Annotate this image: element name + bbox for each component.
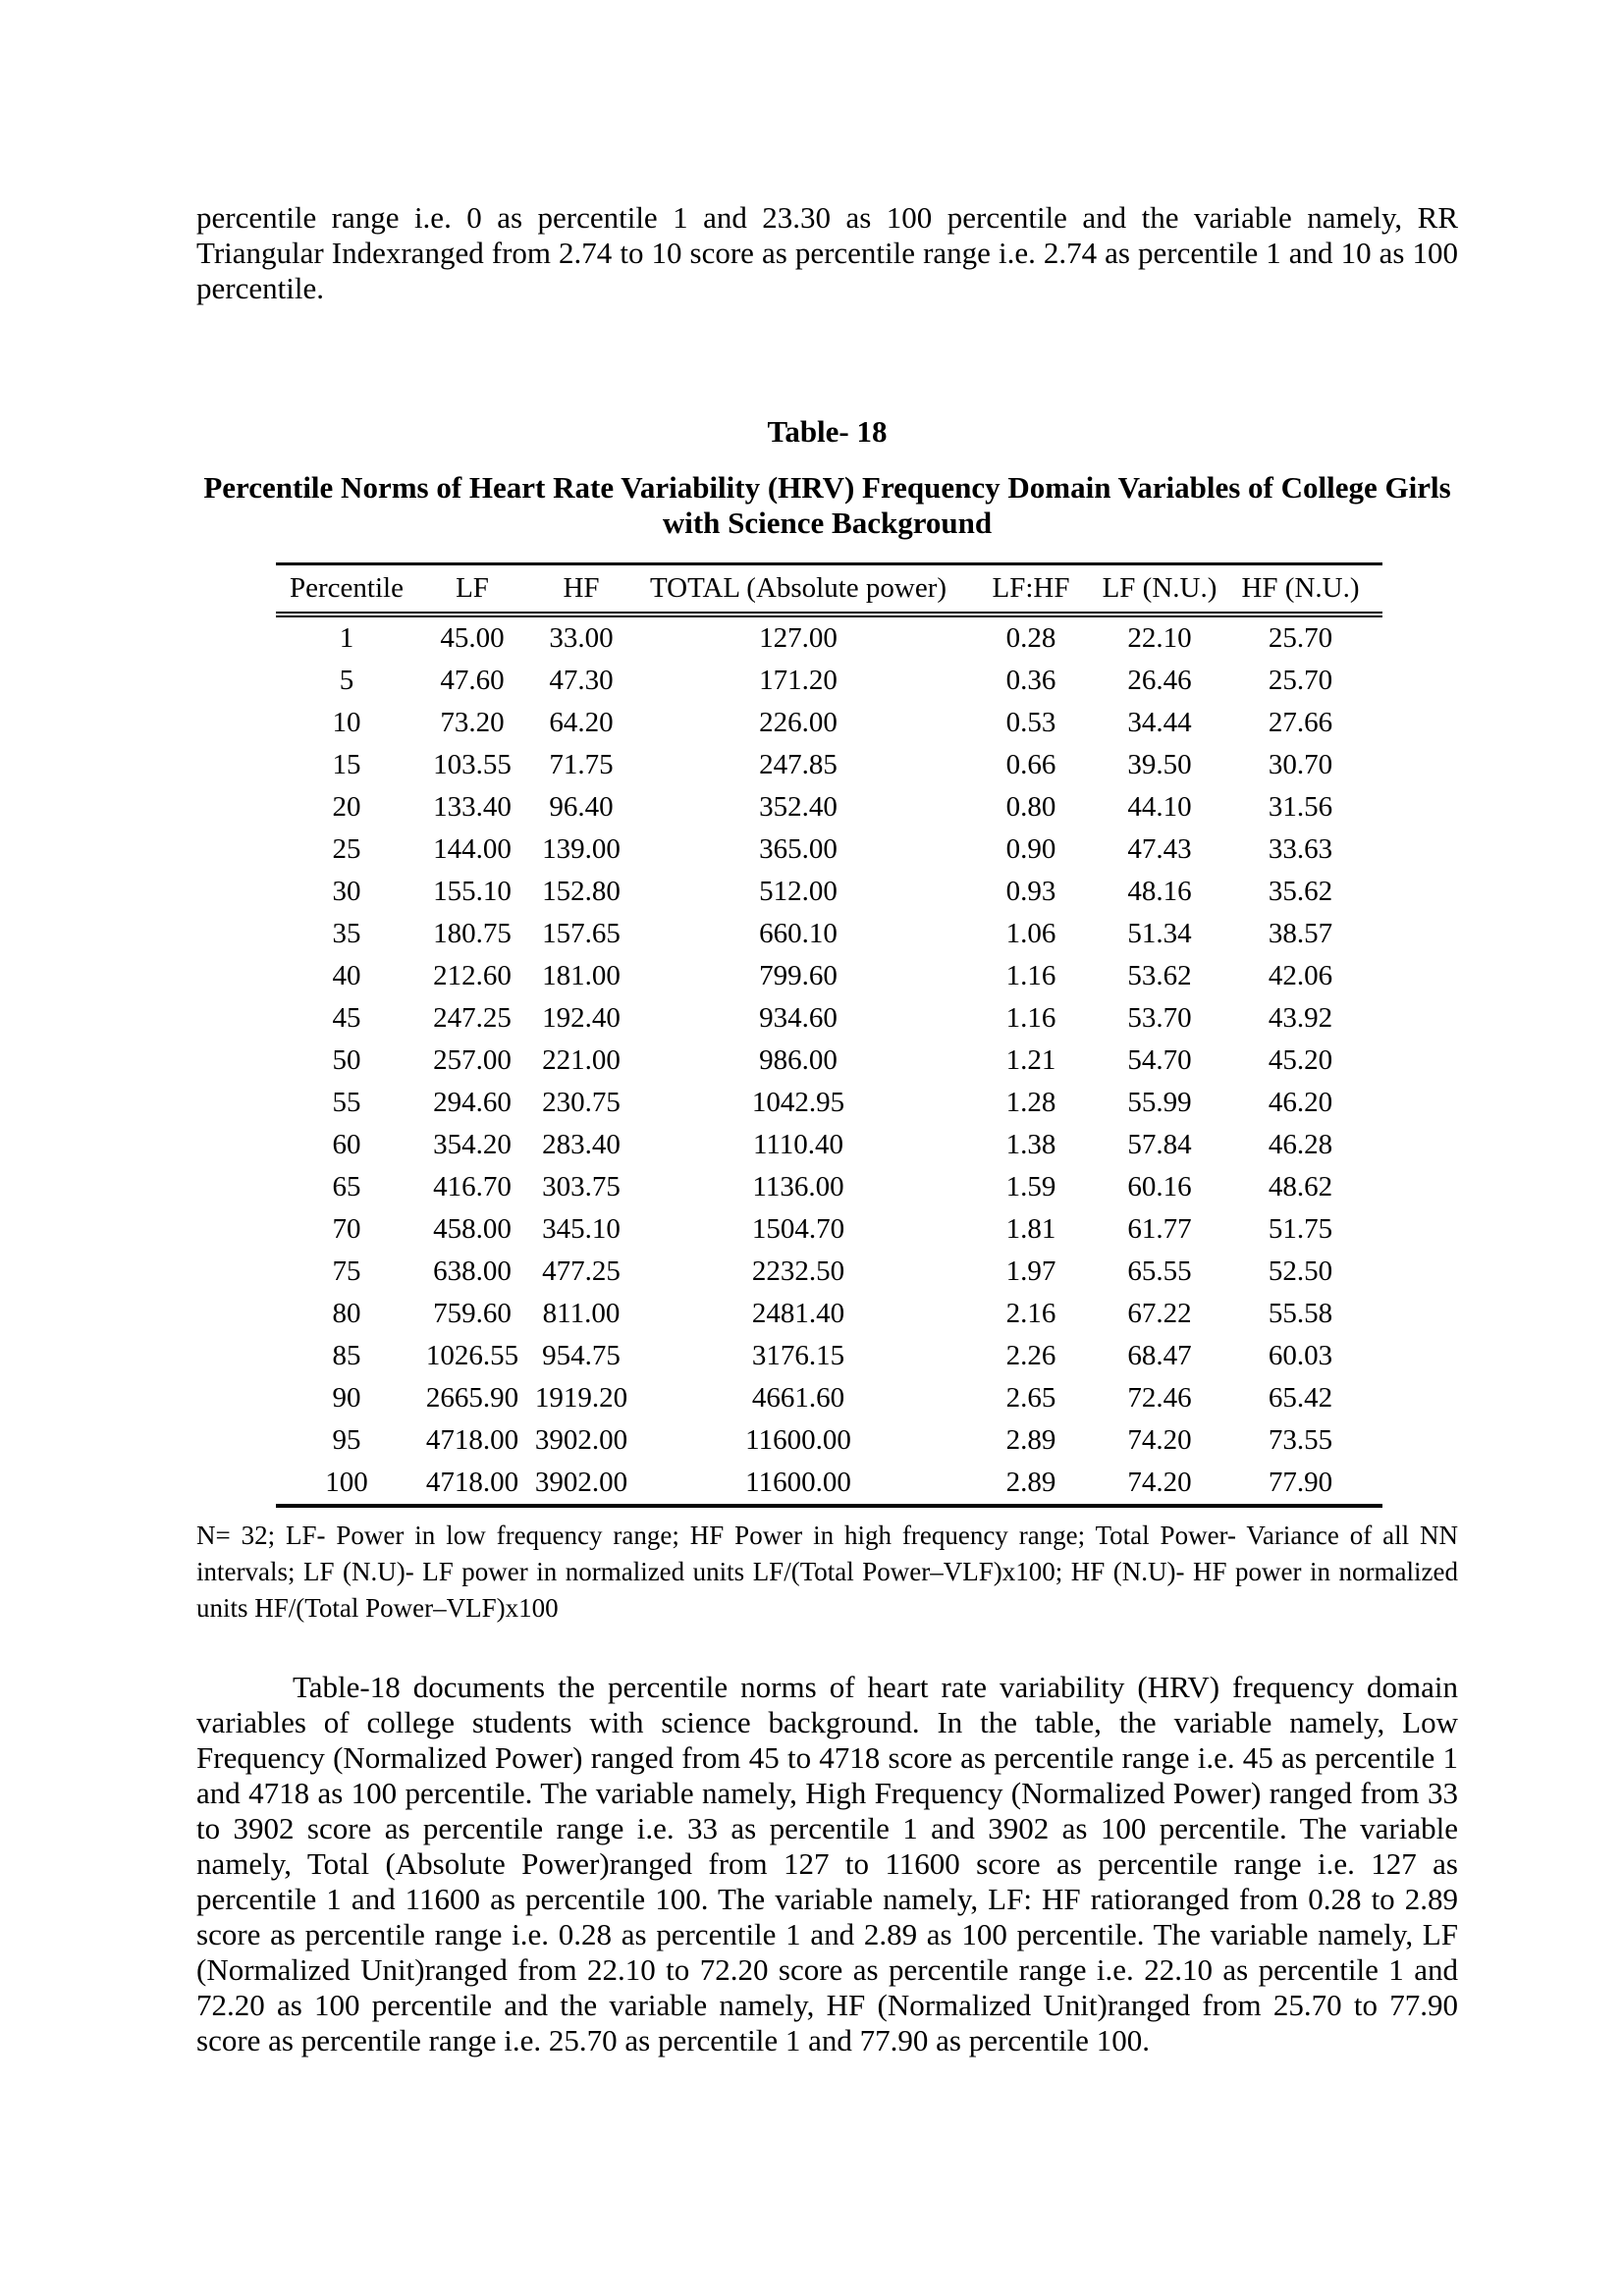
table-cell: 477.25	[542, 1255, 621, 1287]
table-cell: 72.46	[1127, 1382, 1192, 1414]
table-cell: 352.40	[759, 791, 838, 823]
table-cell: 934.60	[759, 1002, 838, 1034]
table-cell: 55.99	[1127, 1087, 1192, 1118]
table-cell: 0.36	[1005, 665, 1056, 696]
column-header: TOTAL (Absolute power)	[635, 564, 961, 615]
table-cell: 155.10	[433, 876, 512, 907]
table-cell: 48.62	[1268, 1171, 1333, 1202]
table-cell: 247.25	[433, 1002, 512, 1034]
table-cell: 2.89	[1005, 1467, 1056, 1498]
table-cell: 3902.00	[534, 1424, 628, 1456]
table-head	[276, 564, 1382, 615]
table-cell: 226.00	[759, 707, 838, 738]
table-cell: 157.65	[542, 918, 621, 949]
table-cell: 51.34	[1127, 918, 1192, 949]
table-title: Percentile Norms of Heart Rate Variability (HRV) Frequency Domain Variables of College Girls with Science Background	[203, 470, 1451, 540]
table-cell: 45	[332, 1002, 361, 1034]
table-cell: 53.62	[1127, 960, 1192, 991]
table-cell: 73.55	[1268, 1424, 1333, 1456]
table-cell: 180.75	[433, 918, 512, 949]
table-cell: 65.55	[1127, 1255, 1192, 1287]
table-cell: 73.20	[440, 707, 505, 738]
table-cell: 1.97	[1005, 1255, 1056, 1287]
table-cell: 25.70	[1268, 622, 1333, 654]
table-cell: 22.10	[1127, 622, 1192, 654]
table-cell: 75	[332, 1255, 361, 1287]
table-row	[276, 786, 1382, 828]
percentile-table	[276, 562, 1382, 1508]
table-cell: 1110.40	[752, 1129, 844, 1160]
table-row	[276, 1124, 1382, 1166]
table-cell: 152.80	[542, 876, 621, 907]
table-cell: 1	[339, 622, 354, 654]
table-cell: 100	[325, 1467, 368, 1498]
table-cell: 55	[332, 1087, 361, 1118]
table-cell: 354.20	[433, 1129, 512, 1160]
table-cell: 171.20	[759, 665, 838, 696]
table-cell: 247.85	[759, 749, 838, 780]
table-cell: 61.77	[1127, 1213, 1192, 1245]
table-cell: 67.22	[1127, 1298, 1192, 1329]
table-cell: 3902.00	[534, 1467, 628, 1498]
table-cell: 35	[332, 918, 361, 949]
table-cell: 811.00	[542, 1298, 621, 1329]
intro-paragraph: percentile range i.e. 0 as percentile 1 and 23.30 as 100 percentile and the variable namely, RR Triangular Indexranged from 2.74 to 10 score as percentile range i.e. 2.74 as percentile 1 and 10 as 100 percentile.	[196, 200, 1458, 305]
table-cell: 30	[332, 876, 361, 907]
table-cell: 95	[332, 1424, 361, 1456]
table-label: Table- 18	[767, 414, 888, 449]
table-cell: 46.20	[1268, 1087, 1333, 1118]
table-cell: 2232.50	[751, 1255, 845, 1287]
table-cell: 57.84	[1127, 1129, 1192, 1160]
table-cell: 365.00	[759, 833, 838, 865]
table-row	[276, 828, 1382, 871]
table-cell: 416.70	[433, 1171, 512, 1202]
table-cell: 15	[332, 749, 361, 780]
column-header: HF	[527, 564, 635, 615]
table-cell: 230.75	[542, 1087, 621, 1118]
table-cell: 4661.60	[751, 1382, 845, 1414]
table-cell: 660.10	[759, 918, 838, 949]
table-cell: 0.80	[1005, 791, 1056, 823]
table-row	[276, 614, 1382, 660]
table-cell: 60	[332, 1129, 361, 1160]
table-cell: 2.26	[1005, 1340, 1056, 1371]
table-cell: 46.28	[1268, 1129, 1333, 1160]
table-row	[276, 913, 1382, 955]
table-cell: 74.20	[1127, 1424, 1192, 1456]
table-cell: 30.70	[1268, 749, 1333, 780]
column-header: Percentile	[276, 564, 417, 615]
table-cell: 1919.20	[534, 1382, 628, 1414]
column-header: LF (N.U.)	[1101, 564, 1218, 615]
table-cell: 1.06	[1005, 918, 1056, 949]
table-cell: 221.00	[542, 1044, 621, 1076]
table-cell: 44.10	[1127, 791, 1192, 823]
table-cell: 60.03	[1268, 1340, 1333, 1371]
table-cell: 65	[332, 1171, 361, 1202]
table-cell: 1.16	[1005, 960, 1056, 991]
column-header: LF	[417, 564, 527, 615]
table-cell: 47.60	[440, 665, 505, 696]
table-cell: 54.70	[1127, 1044, 1192, 1076]
table-cell: 90	[332, 1382, 361, 1414]
table-cell: 1504.70	[751, 1213, 845, 1245]
column-header: LF:HF	[961, 564, 1101, 615]
table-cell: 458.00	[433, 1213, 512, 1245]
table-cell: 103.55	[433, 749, 512, 780]
table-cell: 60.16	[1127, 1171, 1192, 1202]
table-cell: 139.00	[542, 833, 621, 865]
table-cell: 127.00	[759, 622, 838, 654]
table-cell: 4718.00	[425, 1424, 519, 1456]
table-row	[276, 1462, 1382, 1506]
table-cell: 96.40	[549, 791, 614, 823]
table-cell: 52.50	[1268, 1255, 1333, 1287]
table-cell: 3176.15	[751, 1340, 845, 1371]
table-cell: 10	[332, 707, 361, 738]
table-cell: 5	[339, 665, 354, 696]
table-cell: 294.60	[433, 1087, 512, 1118]
table-row	[276, 1208, 1382, 1251]
table-cell: 303.75	[542, 1171, 621, 1202]
table-cell: 212.60	[433, 960, 512, 991]
table-row	[276, 1040, 1382, 1082]
table-cell: 1136.00	[752, 1171, 844, 1202]
table-cell: 27.66	[1268, 707, 1333, 738]
table-cell: 40	[332, 960, 361, 991]
table-cell: 68.47	[1127, 1340, 1192, 1371]
table-cell: 64.20	[549, 707, 614, 738]
table-cell: 11600.00	[745, 1424, 851, 1456]
table-cell: 638.00	[433, 1255, 512, 1287]
table-cell: 25	[332, 833, 361, 865]
table-cell: 1.38	[1005, 1129, 1056, 1160]
table-row	[276, 702, 1382, 744]
table-cell: 50	[332, 1044, 361, 1076]
table-cell: 0.93	[1005, 876, 1056, 907]
table-cell: 1042.95	[751, 1087, 845, 1118]
table-cell: 77.90	[1268, 1467, 1333, 1498]
table-cell: 0.28	[1005, 622, 1056, 654]
table-row	[276, 660, 1382, 702]
table-cell: 0.90	[1005, 833, 1056, 865]
table-cell: 4718.00	[425, 1467, 519, 1498]
table-cell: 45.20	[1268, 1044, 1333, 1076]
column-header: HF (N.U.)	[1218, 564, 1382, 615]
table-cell: 257.00	[433, 1044, 512, 1076]
table-cell: 2.65	[1005, 1382, 1056, 1414]
table-row	[276, 955, 1382, 997]
table-cell: 47.43	[1127, 833, 1192, 865]
table-cell: 759.60	[433, 1298, 512, 1329]
table-row	[276, 1335, 1382, 1377]
table-cell: 39.50	[1127, 749, 1192, 780]
table-cell: 144.00	[433, 833, 512, 865]
table-cell: 33.63	[1268, 833, 1333, 865]
table-cell: 1.28	[1005, 1087, 1056, 1118]
table-cell: 43.92	[1268, 1002, 1333, 1034]
table-cell: 2.16	[1005, 1298, 1056, 1329]
table-cell: 799.60	[759, 960, 838, 991]
table-cell: 33.00	[549, 622, 614, 654]
table-cell: 181.00	[542, 960, 621, 991]
table-cell: 51.75	[1268, 1213, 1333, 1245]
table-cell: 65.42	[1268, 1382, 1333, 1414]
table-row	[276, 1082, 1382, 1124]
table-row	[276, 871, 1382, 913]
table-cell: 35.62	[1268, 876, 1333, 907]
table-cell: 53.70	[1127, 1002, 1192, 1034]
table-cell: 2.89	[1005, 1424, 1056, 1456]
table-row	[276, 997, 1382, 1040]
table-cell: 31.56	[1268, 791, 1333, 823]
table-cell: 74.20	[1127, 1467, 1192, 1498]
table-cell: 25.70	[1268, 665, 1333, 696]
table-cell: 192.40	[542, 1002, 621, 1034]
table-cell: 345.10	[542, 1213, 621, 1245]
table-row	[276, 744, 1382, 786]
table-cell: 2665.90	[425, 1382, 519, 1414]
table-header-row	[276, 564, 1382, 615]
table-cell: 2481.40	[751, 1298, 845, 1329]
table-cell: 283.40	[542, 1129, 621, 1160]
table-cell: 45.00	[440, 622, 505, 654]
table-cell: 0.53	[1005, 707, 1056, 738]
table-row	[276, 1251, 1382, 1293]
table-cell: 71.75	[549, 749, 614, 780]
table-row	[276, 1166, 1382, 1208]
table-cell: 55.58	[1268, 1298, 1333, 1329]
table-cell: 512.00	[759, 876, 838, 907]
table-cell: 80	[332, 1298, 361, 1329]
table-cell: 1.81	[1005, 1213, 1056, 1245]
table-cell: 1.21	[1005, 1044, 1056, 1076]
table-cell: 26.46	[1127, 665, 1192, 696]
table-cell: 48.16	[1127, 876, 1192, 907]
table-cell: 38.57	[1268, 918, 1333, 949]
table-footnote: N= 32; LF- Power in low frequency range; HF Power in high frequency range; Total Power- Variance of all NN intervals; LF (N.U)- LF power in normalized units LF/(Total Power–VLF)x100; HF (N.U)- HF power in normalized units HF/(Total Power–VLF)x100	[196, 1521, 1458, 1623]
table-cell: 34.44	[1127, 707, 1192, 738]
table-row	[276, 1419, 1382, 1462]
table-cell: 954.75	[542, 1340, 621, 1371]
table-cell: 1026.55	[425, 1340, 519, 1371]
table-row	[276, 1293, 1382, 1335]
table-cell: 133.40	[433, 791, 512, 823]
table-cell: 0.66	[1005, 749, 1056, 780]
table-cell: 1.16	[1005, 1002, 1056, 1034]
body-paragraph: Table-18 documents the percentile norms of heart rate variability (HRV) frequency domain variables of college students with science background. In the table, the variable namely, Low Frequency (Normalized Power) ranged from 45 to 4718 score as percentile range i.e. 45 as percentile 1 and 4718 as 100 percentile. The variable namely, High Frequency (Normalized Power) ranged from 33 to 3902 score as percentile range i.e. 33 as percentile 1 and 3902 as 100 percentile. The variable namely, Total (Absolute Power)ranged from 127 to 11600 score as percentile range i.e. 127 as percentile 1 and 11600 as percentile 100. The variable namely, LF: HF ratioranged from 0.28 to 2.89 score as percentile range i.e. 0.28 as percentile 1 and 2.89 as 100 percentile. The variable namely, LF (Normalized Unit)ranged from 22.10 to 72.20 score as percentile range i.e. 22.10 as percentile 1 and 72.20 as 100 percentile and the variable namely, HF (Normalized Unit)ranged from 25.70 to 77.90 score as percentile range i.e. 25.70 as percentile 1 and 77.90 as percentile 100.	[196, 1670, 1458, 2057]
table-cell: 1.59	[1005, 1171, 1056, 1202]
table-cell: 986.00	[759, 1044, 838, 1076]
table-cell: 70	[332, 1213, 361, 1245]
table-cell: 47.30	[549, 665, 614, 696]
table-body	[276, 614, 1382, 1506]
table-cell: 85	[332, 1340, 361, 1371]
table-cell: 20	[332, 791, 361, 823]
table-cell: 42.06	[1268, 960, 1333, 991]
table-row	[276, 1377, 1382, 1419]
table-cell: 11600.00	[745, 1467, 851, 1498]
